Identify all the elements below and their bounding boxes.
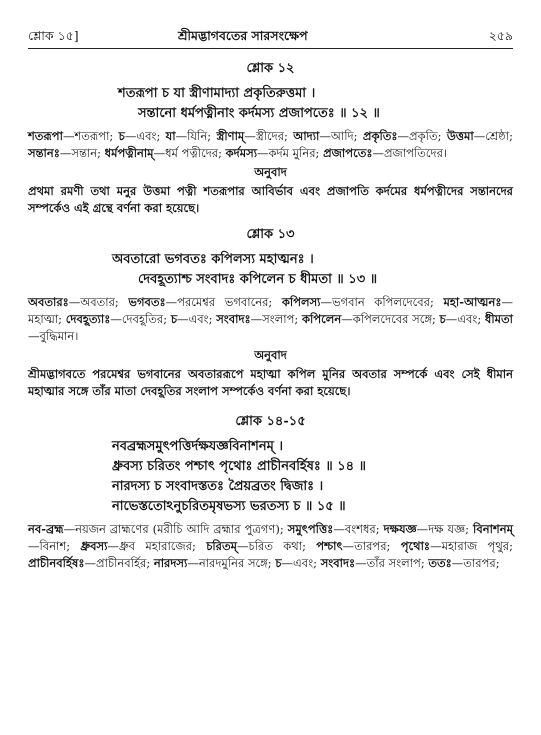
synonym-word: সন্তানঃ	[28, 146, 60, 160]
synonym-word: দেবহূত্যাঃ	[65, 312, 111, 326]
synonym-meaning: —নয়জন ব্রাহ্মণের (মরীচি আদি ব্রহ্মার পুত্রগণ);	[63, 522, 288, 536]
synonym-meaning: —মহাত্মা;	[28, 295, 513, 326]
translation: শ্রীমদ্ভাগবতে পরমেশ্বর ভগবানের অবতাররূপে মহাত্মা কপিল মুনির অবতার সম্পর্কে এবং সেই ধীমান মহাত্মার সঙ্গে তাঁর মাতা দেবহূতির সংলাপ সম্পর্কেও বর্ণনা করা হয়েছে।	[28, 367, 513, 398]
synonym-meaning: —পরমেশ্বর ভগবানের;	[165, 295, 282, 309]
synonym-meaning: —ধ্রুব মহারাজের;	[107, 539, 207, 553]
synonym-meaning: —ভগবান কপিলদেবের;	[320, 295, 444, 309]
page-number: ২৫৯	[488, 28, 513, 43]
synonym-word: পৃথোঃ	[400, 539, 431, 553]
synonym-word: আদ্যা	[293, 129, 320, 143]
synonym-meaning: —চরিত কথা;	[237, 539, 317, 553]
synonym-word: বিনাশনম্	[473, 522, 513, 536]
header-title: শ্রীমদ্ভাগবতের সারসংক্ষেপ	[178, 28, 308, 43]
synonym-meaning: —প্রাচীনবর্হির;	[84, 556, 154, 570]
synonym-word: নারদস্য	[153, 556, 188, 570]
synonym-meaning: —অবতার;	[68, 295, 129, 309]
synonym-meaning: —দেবহূতির;	[110, 312, 171, 326]
synonym-word: কপিলস্য	[281, 295, 321, 309]
synonym-word: চ	[275, 556, 282, 570]
synonym-meaning: —দক্ষ যজ্ঞ;	[416, 522, 474, 536]
synonym-meaning: —এবং;	[177, 312, 217, 326]
verse-line: নাভেস্ততোঽনুচরিতমৃষভস্য ভরতস্য চ ॥ ১৫ ॥	[112, 499, 346, 514]
verse-line: অবতারো ভগবতঃ কপিলস্য মহাত্মনঃ ।	[112, 252, 314, 267]
synonyms	[28, 128, 513, 162]
synonym-meaning: —প্রকৃতি;	[397, 129, 447, 143]
synonym-meaning: —শ্রেষ্ঠা;	[473, 129, 513, 143]
synonym-word: চ	[439, 312, 446, 326]
synonym-word: নব-ব্রহ্ম	[28, 522, 64, 536]
synonym-meaning: —প্রজাপতিদের।	[372, 146, 448, 160]
sloka-heading: শ্লোক ১২	[246, 61, 295, 76]
verse-line: দেবহূত্যাশ্চ সংবাদঃ কপিলেন চ ধীমতা ॥ ১৩ ॥	[138, 272, 378, 287]
synonym-meaning: —তাঁর সংলাপ;	[355, 556, 429, 570]
verse-line: সন্তানো ধর্মপত্নীনাং কর্দমস্য প্রজাপতেঃ ॥ ১২ ॥	[138, 106, 380, 121]
synonym-meaning: —বিনাশ;	[28, 539, 81, 553]
synonym-word: চ	[118, 129, 125, 143]
synonym-word: সমুৎপত্তিঃ	[287, 522, 334, 536]
synonym-meaning: —ধর্ম পত্নীদের;	[153, 146, 226, 160]
synonym-meaning: —এবং;	[281, 556, 321, 570]
synonym-meaning: —কপিলদেবের সঙ্গে;	[341, 312, 440, 326]
synonyms	[28, 294, 513, 345]
synonym-meaning: —তারপর;	[451, 556, 500, 570]
verse-line: নারদস্য চ সংবাদস্ততঃ প্রৈয়ব্রতং দ্বিজাঃ ।	[112, 479, 324, 494]
synonym-meaning: —সন্তান;	[59, 146, 105, 160]
synonym-meaning: —আদি;	[319, 129, 363, 143]
synonym-meaning: —কর্দম মুনির;	[257, 146, 324, 160]
synonym-meaning: —বুদ্ধিমান।	[28, 329, 79, 343]
synonym-meaning: —যিনি;	[175, 129, 217, 143]
synonym-word: কপিলেন	[302, 312, 342, 326]
synonym-word: সংবাদঃ	[216, 312, 251, 326]
synonym-word: শতরূপা	[28, 129, 63, 143]
synonym-meaning: —এবং;	[445, 312, 485, 326]
synonyms	[28, 521, 513, 572]
book-page	[28, 24, 513, 724]
synonym-word: স্ত্রীণাম্	[216, 129, 245, 143]
sloka-heading: শ্লোক ১৩	[246, 227, 295, 242]
synonym-word: যা	[165, 129, 176, 143]
header-verse-ref: শ্লোক ১৫]	[28, 28, 79, 43]
synonym-word: ধ্রুবস্য	[80, 539, 108, 553]
synonym-word: ধীমতা	[484, 312, 513, 326]
synonym-word: চরিতম্	[206, 539, 238, 553]
synonym-meaning: —মহারাজ পৃথুর;	[430, 539, 513, 553]
synonym-word: ধর্মপত্নীনাম্	[104, 146, 154, 160]
synonym-meaning: —নারদমুনির সঙ্গে;	[187, 556, 276, 570]
synonym-word: প্রকৃতিঃ	[362, 129, 398, 143]
synonym-word: ততঃ	[428, 556, 452, 570]
section-sloka-14-15	[28, 412, 513, 572]
synonym-meaning: —শতরূপা;	[62, 129, 119, 143]
verse-line: নবব্রহ্মসমুৎপত্তির্দক্ষযজ্ঞবিনাশনম্ ।	[112, 439, 284, 454]
synonym-word: মহা-আত্মনঃ	[443, 295, 502, 309]
synonym-word: কর্দমস্য	[225, 146, 258, 160]
translation-heading: অনুবাদ	[254, 348, 287, 362]
synonym-meaning: —সংলাপ;	[250, 312, 302, 326]
synonym-meaning: —এবং;	[124, 129, 166, 143]
synonym-word: সংবাদঃ	[320, 556, 356, 570]
synonym-word: প্রজাপতেঃ	[323, 146, 373, 160]
synonym-word: পশ্চাৎ	[316, 539, 343, 553]
synonym-word: চ	[170, 312, 178, 326]
synonym-word: ভগবতঃ	[128, 295, 166, 309]
section-sloka-12	[28, 59, 513, 217]
synonym-word: দক্ষযজ্ঞ	[383, 522, 417, 536]
synonym-meaning: —বংশধর;	[333, 522, 384, 536]
translation-heading: অনুবাদ	[254, 165, 287, 179]
synonym-word: অবতারঃ	[28, 295, 69, 309]
translation: প্রথমা রমণী তথা মনুর উত্তমা পত্নী শতরূপার আবির্ভাব এবং প্রজাপতি কর্দমের ধর্মপত্নীদের সন্তানদের সম্পর্কেও এই গ্রন্থে বর্ণনা করা হয়েছে।	[28, 184, 513, 215]
verse-line: ধ্রুবস্য চরিতং পশ্চাৎ পৃথোঃ প্রাচীনবর্হিষঃ ॥ ১৪ ॥	[112, 459, 366, 474]
synonym-meaning: —তারপর;	[342, 539, 401, 553]
header-rule	[28, 48, 513, 49]
section-sloka-13	[28, 225, 513, 400]
synonym-word: প্রাচীনবর্হিষঃ	[28, 556, 85, 570]
running-header	[28, 24, 513, 48]
synonym-word: উত্তমা	[446, 129, 474, 143]
synonym-meaning: —স্ত্রীদের;	[244, 129, 294, 143]
verse-line: শতরূপা চ যা স্ত্রীণামাদ্যা প্রকৃতিরুত্তমা ।	[118, 86, 316, 101]
sloka-heading: শ্লোক ১৪-১৫	[235, 414, 306, 429]
